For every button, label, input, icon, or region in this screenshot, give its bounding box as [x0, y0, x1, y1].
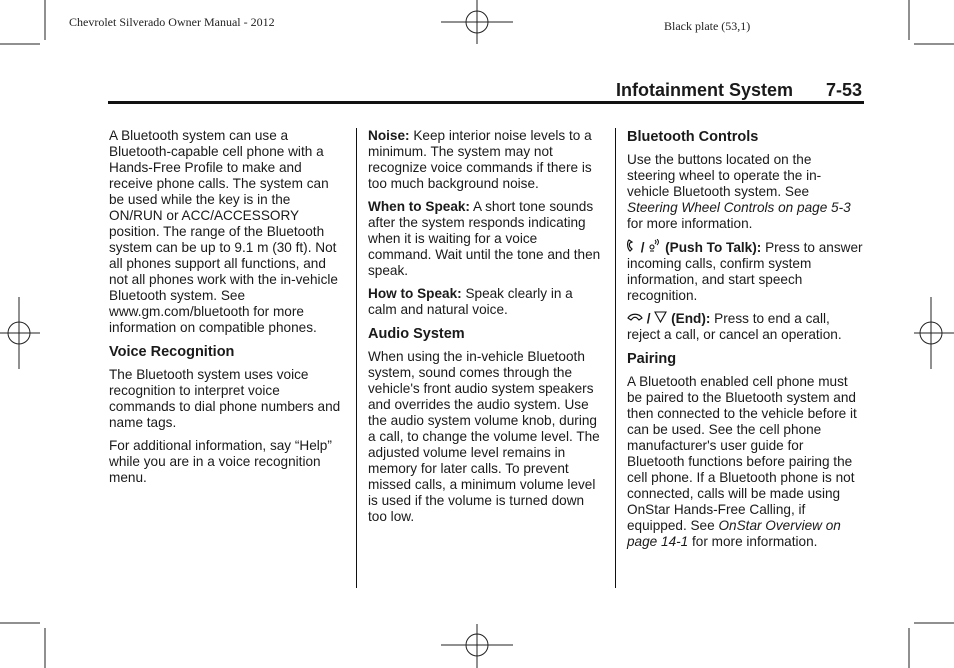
pairing-paragraph [627, 374, 863, 550]
voice-recognition-paragraph-1: The Bluetooth system uses voice recognition to interpret voice commands to dial phone numbers and name tags. [109, 367, 341, 430]
column-3 [627, 128, 863, 557]
section-title: Infotainment System [616, 80, 794, 100]
how-to-speak-label: How to Speak: [368, 286, 462, 301]
intro-paragraph: A Bluetooth system can use a Bluetooth-capable cell phone with a Hands-Free Profile to make and receive phone calls. The system can be used while the key is in the ON/RUN or ACC/ACCESSORY position. The range of the Bluetooth system can be up to 9.1 m (30 ft). Not all phones support all functions, and not all phones work with the in-vehicle Bluetooth system. See www.gm.com/bluetooth for more information on compatible phones. [109, 128, 338, 335]
voice-recognition-heading: Voice Recognition [109, 344, 235, 360]
plate-label: Black plate (53,1) [664, 19, 751, 33]
pairing-heading: Pairing [627, 351, 677, 367]
end-label: (End): [671, 311, 711, 326]
when-to-speak-text: A short tone sounds after the system responds indicating when it is waiting for a voice command. Wait until the tone and then speak. [368, 199, 601, 278]
ptt-text: Press to answer incoming calls, confirm system information, and start speech recognition. [627, 240, 863, 303]
page-number: 7-53 [826, 80, 863, 100]
audio-system-paragraph: When using the in-vehicle Bluetooth system, sound comes through the vehicle's front audio system speakers and overrides the audio system. Use the audio system volume knob, during a call, to change the volume level. The adjusted volume level remains in memory for later calls. To prevent missed calls, a minimum volume level is used if the volume is turned down too low. [368, 349, 600, 524]
end-separator: / [646, 311, 651, 326]
voice-recognition-paragraph-2: For additional information, say “Help” while you are in a voice recognition menu. [109, 438, 332, 485]
end-text: Press to end a call, reject a call, or cancel an operation. [627, 311, 842, 342]
noise-label: Noise: [368, 128, 410, 143]
pairing-tail: for more information. [692, 534, 818, 549]
ptt-separator: / [640, 240, 645, 255]
ptt-label: (Push To Talk): [665, 240, 762, 255]
manual-title: Chevrolet Silverado Owner Manual - 2012 [69, 15, 275, 29]
bluetooth-controls-heading: Bluetooth Controls [627, 129, 759, 145]
how-to-speak-text: Speak clearly in a calm and natural voice. [368, 286, 573, 317]
end-triangle-icon [654, 311, 667, 327]
onstar-overview-link[interactable]: OnStar Overview on page 14-1 [627, 518, 841, 549]
how-to-speak-paragraph [368, 286, 604, 318]
phone-end-icon [627, 311, 643, 327]
voice-icon [648, 239, 661, 256]
column-divider-1 [356, 128, 357, 588]
pairing-text: A Bluetooth enabled cell phone must be paired to the Bluetooth system and then connected to the vehicle before it can be used. See the cell phone manufacturer's user guide for Bluetooth functions before pairing the cell phone. If a Bluetooth phone is not connected, calls will be made using OnStar Hands-Free Calling, if equipped. See [627, 374, 857, 533]
noise-paragraph [368, 128, 604, 192]
column-divider-2 [615, 128, 616, 588]
column-2 [368, 128, 604, 532]
bluetooth-controls-paragraph [627, 152, 863, 232]
header-rule [108, 101, 864, 104]
audio-system-heading: Audio System [368, 326, 465, 342]
push-to-talk-paragraph [627, 239, 863, 304]
controls-text: Use the buttons located on the steering wheel to operate the in-vehicle Bluetooth system. See [627, 152, 822, 199]
end-paragraph [627, 311, 863, 343]
when-to-speak-paragraph [368, 199, 604, 279]
controls-tail: for more information. [627, 216, 753, 231]
when-to-speak-label: When to Speak: [368, 199, 470, 214]
noise-text: Keep interior noise levels to a minimum. The system may not recognize voice commands if there is too much background noise. [368, 128, 592, 191]
steering-wheel-controls-link[interactable]: Steering Wheel Controls on page 5-3 [627, 200, 851, 215]
phone-answer-icon [627, 239, 637, 256]
column-1 [109, 128, 345, 493]
